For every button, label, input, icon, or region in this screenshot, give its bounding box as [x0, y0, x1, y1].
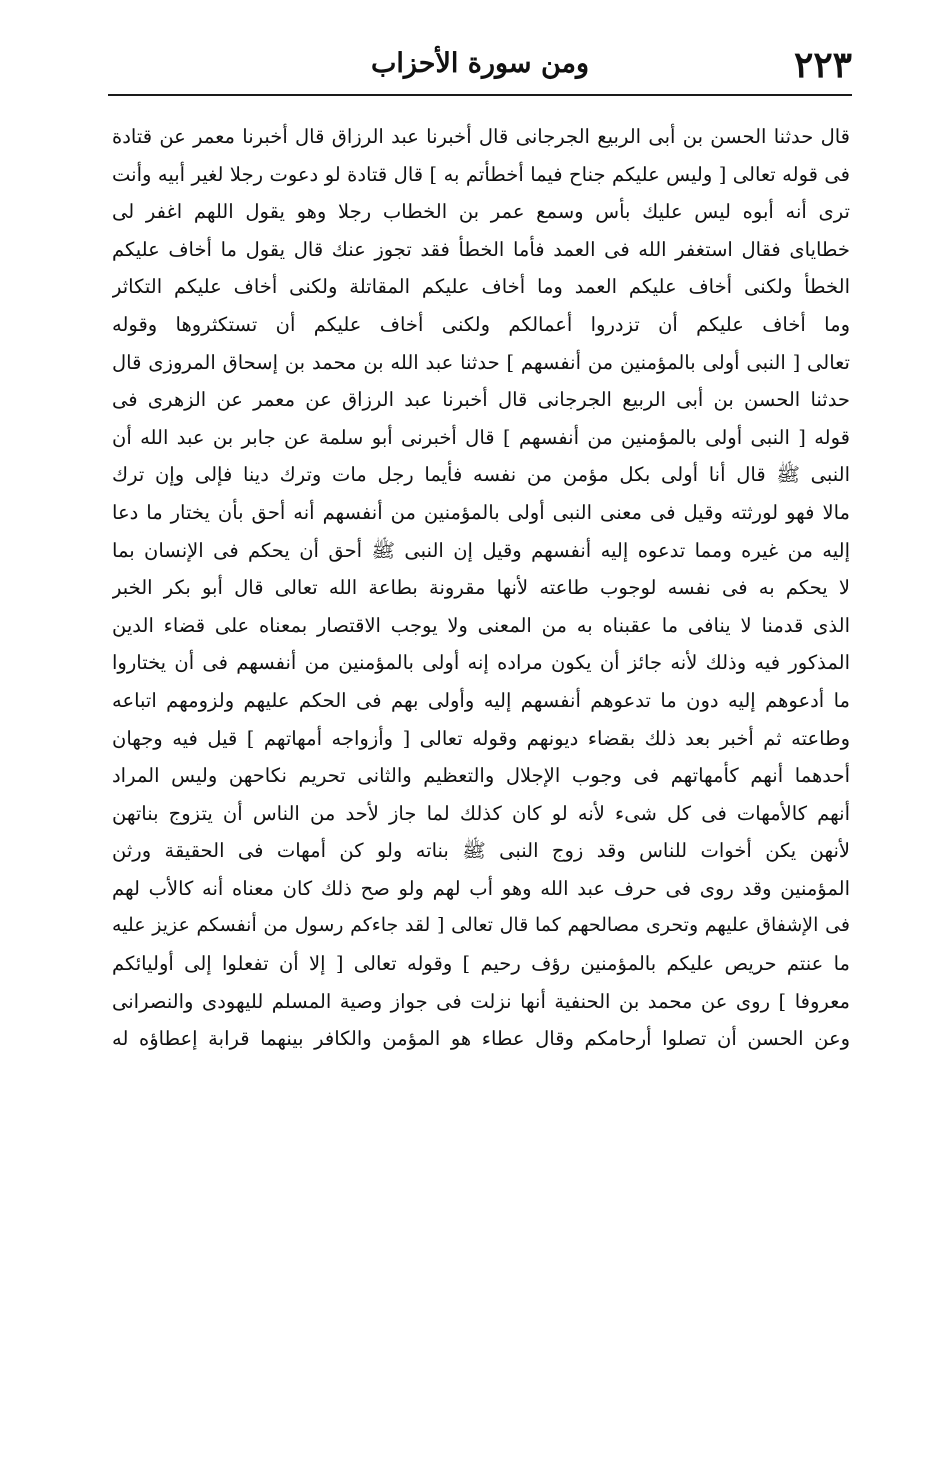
text-line: أحدهما أنهم كأمهاتهم فى وجوب الإجلال والتعظيم والثانى تحريم نكاحهن وليس المراد [112, 764, 850, 788]
body-text [112, 118, 850, 1058]
running-title: ومن سورة الأحزاب [370, 48, 590, 79]
text-line: وما أخاف عليكم أن تزدروا أعمالكم ولكنى أخاف عليكم أن تستكثروها وقوله [112, 312, 850, 336]
header-divider [108, 94, 852, 96]
text-line: حدثنا الحسن بن أبى الربيع الجرجانى قال أخبرنا عبد الرزاق عن معمر عن الزهرى فى [112, 388, 850, 412]
text-line: لا يحكم به فى نفسه لوجوب طاعته لأنها مقرونة بطاعة الله تعالى قال أبو بكر الخبر [112, 576, 850, 600]
text-line: وعن الحسن أن تصلوا أرحامكم وقال عطاء هو المؤمن والكافر بينهما قرابة إعطاؤه له [112, 1027, 850, 1051]
text-line: ما عنتم حريص عليكم بالمؤمنين رؤف رحيم ] وقوله تعالى [ إلا أن تفعلوا إلى أوليائكم [112, 952, 850, 976]
text-line: أنهم كالأمهات فى كل شىء لأنه لو كان كذلك لما جاز لأحد من الناس أن يتزوج بناتهن [112, 801, 850, 825]
text-line: تعالى [ النبى أولى بالمؤمنين من أنفسهم ] حدثنا عبد الله بن محمد بن إسحاق المروزى قال [112, 350, 850, 374]
page-number: ٢٢٣ [793, 44, 852, 86]
text-line: فى قوله تعالى [ وليس عليكم جناح فيما أخطأتم به ] قال قتادة لو دعوت رجلا لغير أبيه وأنت [112, 162, 850, 186]
page-header [108, 40, 852, 96]
text-line: الذى قدمنا لا ينافى ما عقبناه به من المعنى ولا يوجب الاقتصار بمعناه على قضاء الدين [112, 613, 850, 637]
text-line: معروفا ] روى عن محمد بن الحنفية أنها نزلت فى جواز وصية المسلم لليهودى والنصرانى [112, 989, 850, 1013]
text-line: المؤمنين وقد روى فى حرف عبد الله وهو أب لهم ولو صح ذلك كان معناه أنه كالأب لهم [112, 876, 850, 900]
text-line: ترى أنه أبوه ليس عليك بأس وسمع عمر بن الخطاب رجلا وهو يقول اللهم اغفر لى [112, 200, 850, 224]
text-line: المذكور فيه وذلك لأنه جائز أن يكون مراده إنه أولى بالمؤمنين من أنفسهم فى أن يختاروا [112, 651, 850, 675]
text-line: لأنهن يكن أخوات للناس وقد زوج النبى ﷺ بناته ولو كن أمهات فى الحقيقة ورثن [112, 839, 850, 863]
text-line: وطاعته ثم أخبر بعد ذلك بقضاء ديونهم وقوله تعالى [ وأزواجه أمهاتهم ] قيل فيه وجهان [112, 726, 850, 750]
text-line: فى الإشفاق عليهم وتحرى مصالحهم كما قال تعالى [ لقد جاءكم رسول من أنفسكم عزيز عليه [112, 914, 850, 937]
text-line: الخطأ ولكنى أخاف عليكم العمد وما أخاف عليكم المقاتلة ولكنى أخاف عليكم التكاثر [112, 275, 850, 299]
text-line: إليه من غيره ومما تدعوه إليه أنفسهم وقيل إن النبى ﷺ أحق أن يحكم فى الإنسان بما [112, 538, 850, 562]
text-line: قوله [ النبى أولى بالمؤمنين من أنفسهم ] قال أخبرنى أبو سلمة عن جابر بن عبد الله أن [112, 425, 850, 449]
text-line: مالا فهو لورثته وقيل فى معنى النبى أولى بالمؤمنين من أنفسهم أنه أحق بأن يختار ما دعا [112, 500, 850, 524]
text-line: قال حدثنا الحسن بن أبى الربيع الجرجانى قال أخبرنا عبد الرزاق قال أخبرنا معمر عن قتادة [112, 125, 850, 148]
text-line: النبى ﷺ قال أنا أولى بكل مؤمن من نفسه فأيما رجل مات وترك دينا فإلى وإن ترك [112, 463, 850, 487]
text-line: خطاياى فقال استغفر الله فى العمد فأما الخطأ فقد تجوز عنك قال يقول ما أخاف عليكم [112, 237, 850, 261]
text-line: ما أدعوهم إليه دون ما تدعوهم أنفسهم إليه وأولى بهم فى الحكم عليهم ولزومهم اتباعه [112, 688, 850, 712]
